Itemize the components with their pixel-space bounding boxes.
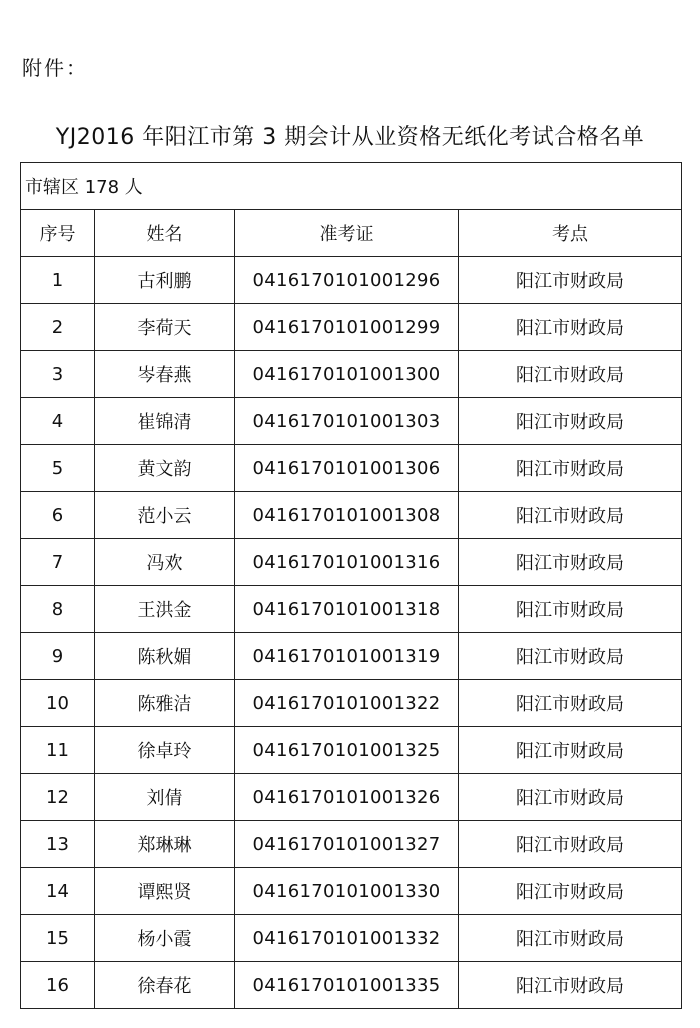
- row-number: 9: [21, 633, 95, 680]
- document-title: YJ2016 年阳江市第 3 期会计从业资格无纸化考试合格名单: [55, 125, 645, 150]
- exam-site: 阳江市财政局: [459, 304, 682, 351]
- admission-ticket: 0416170101001296: [235, 257, 459, 304]
- table-row: [21, 304, 682, 351]
- exam-site: 阳江市财政局: [459, 445, 682, 492]
- table-row: [21, 774, 682, 821]
- table-row: [21, 680, 682, 727]
- column-header-ticket: 准考证: [235, 210, 459, 257]
- table-row: [21, 539, 682, 586]
- exam-site: 阳江市财政局: [459, 633, 682, 680]
- candidate-name: 陈雅洁: [95, 680, 235, 727]
- column-header-site: 考点: [459, 210, 682, 257]
- admission-ticket: 0416170101001330: [235, 868, 459, 915]
- row-number: 11: [21, 727, 95, 774]
- table-row: [21, 962, 682, 1009]
- table-row: [21, 915, 682, 962]
- admission-ticket: 0416170101001335: [235, 962, 459, 1009]
- candidate-name: 古利鹏: [95, 257, 235, 304]
- admission-ticket: 0416170101001300: [235, 351, 459, 398]
- admission-ticket: 0416170101001326: [235, 774, 459, 821]
- candidate-name: 刘倩: [95, 774, 235, 821]
- admission-ticket: 0416170101001308: [235, 492, 459, 539]
- exam-site: 阳江市财政局: [459, 257, 682, 304]
- admission-ticket: 0416170101001316: [235, 539, 459, 586]
- section-label: 市辖区 178 人: [21, 163, 682, 210]
- table-row: [21, 586, 682, 633]
- exam-site: 阳江市财政局: [459, 821, 682, 868]
- candidate-name: 徐春花: [95, 962, 235, 1009]
- header-row: [21, 210, 682, 257]
- admission-ticket: 0416170101001306: [235, 445, 459, 492]
- row-number: 6: [21, 492, 95, 539]
- row-number: 10: [21, 680, 95, 727]
- row-number: 4: [21, 398, 95, 445]
- column-header-number: 序号: [21, 210, 95, 257]
- exam-site: 阳江市财政局: [459, 492, 682, 539]
- table-row: [21, 492, 682, 539]
- exam-site: 阳江市财政局: [459, 962, 682, 1009]
- table-row: [21, 445, 682, 492]
- row-number: 13: [21, 821, 95, 868]
- candidate-name: 郑琳琳: [95, 821, 235, 868]
- row-number: 8: [21, 586, 95, 633]
- candidate-name: 岑春燕: [95, 351, 235, 398]
- column-header-name: 姓名: [95, 210, 235, 257]
- row-number: 1: [21, 257, 95, 304]
- candidate-name: 陈秋媚: [95, 633, 235, 680]
- exam-site: 阳江市财政局: [459, 539, 682, 586]
- exam-site: 阳江市财政局: [459, 680, 682, 727]
- exam-site: 阳江市财政局: [459, 586, 682, 633]
- attachment-label: 附件：: [22, 56, 88, 80]
- row-number: 12: [21, 774, 95, 821]
- exam-site: 阳江市财政局: [459, 774, 682, 821]
- candidate-name: 谭熙贤: [95, 868, 235, 915]
- admission-ticket: 0416170101001332: [235, 915, 459, 962]
- row-number: 7: [21, 539, 95, 586]
- row-number: 14: [21, 868, 95, 915]
- row-number: 5: [21, 445, 95, 492]
- qualified-list-table: [20, 162, 682, 1009]
- table-row: [21, 727, 682, 774]
- table-row: [21, 351, 682, 398]
- section-row: [21, 163, 682, 210]
- admission-ticket: 0416170101001303: [235, 398, 459, 445]
- candidate-name: 李荷天: [95, 304, 235, 351]
- admission-ticket: 0416170101001327: [235, 821, 459, 868]
- exam-site: 阳江市财政局: [459, 915, 682, 962]
- row-number: 15: [21, 915, 95, 962]
- table-row: [21, 633, 682, 680]
- table-row: [21, 398, 682, 445]
- candidate-name: 冯欢: [95, 539, 235, 586]
- table-row: [21, 257, 682, 304]
- candidate-name: 王洪金: [95, 586, 235, 633]
- candidate-name: 范小云: [95, 492, 235, 539]
- admission-ticket: 0416170101001319: [235, 633, 459, 680]
- exam-site: 阳江市财政局: [459, 727, 682, 774]
- exam-site: 阳江市财政局: [459, 398, 682, 445]
- table-row: [21, 821, 682, 868]
- table-row: [21, 868, 682, 915]
- candidate-name: 崔锦清: [95, 398, 235, 445]
- admission-ticket: 0416170101001325: [235, 727, 459, 774]
- admission-ticket: 0416170101001318: [235, 586, 459, 633]
- candidate-name: 杨小霞: [95, 915, 235, 962]
- row-number: 16: [21, 962, 95, 1009]
- candidate-name: 徐卓玲: [95, 727, 235, 774]
- row-number: 2: [21, 304, 95, 351]
- exam-site: 阳江市财政局: [459, 351, 682, 398]
- admission-ticket: 0416170101001299: [235, 304, 459, 351]
- exam-site: 阳江市财政局: [459, 868, 682, 915]
- row-number: 3: [21, 351, 95, 398]
- candidate-name: 黄文韵: [95, 445, 235, 492]
- admission-ticket: 0416170101001322: [235, 680, 459, 727]
